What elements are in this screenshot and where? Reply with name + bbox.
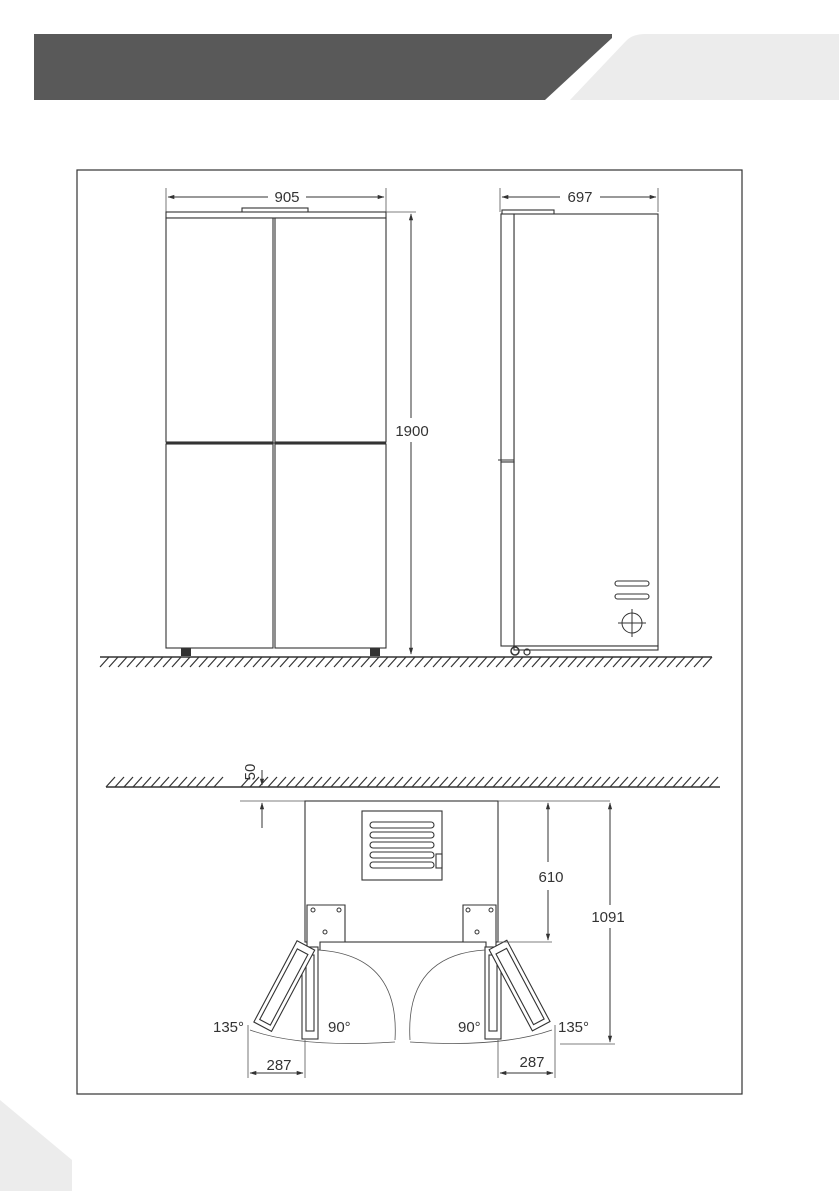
hatch-mark xyxy=(541,657,550,667)
hatch-mark xyxy=(691,777,700,787)
vent-grille-icon xyxy=(362,811,442,880)
hatch-mark xyxy=(154,657,163,667)
hatch-mark xyxy=(640,657,649,667)
hatch-mark xyxy=(502,777,511,787)
hatch-mark xyxy=(583,777,592,787)
hatch-mark xyxy=(253,657,262,667)
angle-left-outer-label: 135° xyxy=(213,1019,245,1036)
hatch-mark xyxy=(136,657,145,667)
hatch-mark xyxy=(394,777,403,787)
hatch-mark xyxy=(433,657,442,667)
hatch-mark xyxy=(109,657,118,667)
door-clearance-right-label: 287 xyxy=(519,1054,545,1071)
hatch-mark xyxy=(325,657,334,667)
hatch-mark xyxy=(262,657,271,667)
hatch-mark xyxy=(694,657,703,667)
hatch-mark xyxy=(703,657,712,667)
body-depth-label: 610 xyxy=(538,869,564,886)
vent-slot xyxy=(615,594,649,599)
hatch-mark xyxy=(496,657,505,667)
hatch-mark xyxy=(523,657,532,667)
hatch-mark xyxy=(316,657,325,667)
hatch-mark xyxy=(676,657,685,667)
hatch-mark xyxy=(187,777,196,787)
hatch-mark xyxy=(268,777,277,787)
hatch-mark xyxy=(586,657,595,667)
hatch-mark xyxy=(169,777,178,787)
hatch-mark xyxy=(649,657,658,667)
hatch-mark xyxy=(424,657,433,667)
hatch-mark xyxy=(403,777,412,787)
hatch-mark xyxy=(133,777,142,787)
hatch-mark xyxy=(646,777,655,787)
hatch-mark xyxy=(106,777,115,787)
total-depth-label: 1091 xyxy=(591,909,625,926)
hatch-mark xyxy=(529,777,538,787)
hatch-mark xyxy=(196,777,205,787)
hatch-mark xyxy=(343,657,352,667)
front-view xyxy=(166,188,429,656)
hatch-mark xyxy=(100,657,109,667)
hatch-mark xyxy=(613,657,622,667)
hatch-mark xyxy=(493,777,502,787)
hatch-mark xyxy=(340,777,349,787)
hatch-mark xyxy=(514,657,523,667)
hatch-mark xyxy=(124,777,133,787)
angle-left-inner-label: 90° xyxy=(328,1019,351,1036)
vent-slot xyxy=(615,581,649,586)
floor-hatch-icon xyxy=(100,657,712,667)
hatch-mark xyxy=(577,657,586,667)
hatch-mark xyxy=(631,657,640,667)
hatch-mark xyxy=(352,657,361,667)
hatch-mark xyxy=(349,777,358,787)
hatch-mark xyxy=(601,777,610,787)
hatch-mark xyxy=(181,657,190,667)
hatch-mark xyxy=(460,657,469,667)
hatch-mark xyxy=(658,657,667,667)
hatch-mark xyxy=(259,777,268,787)
hatch-mark xyxy=(439,777,448,787)
hatch-mark xyxy=(655,777,664,787)
hatch-mark xyxy=(280,657,289,667)
hatch-mark xyxy=(172,657,181,667)
hatch-mark xyxy=(217,657,226,667)
hatch-mark xyxy=(412,777,421,787)
hatch-mark xyxy=(214,777,223,787)
hatch-mark xyxy=(457,777,466,787)
hatch-mark xyxy=(604,657,613,667)
hatch-mark xyxy=(538,777,547,787)
hatch-mark xyxy=(673,777,682,787)
hatch-mark xyxy=(406,657,415,667)
hatch-mark xyxy=(568,657,577,667)
hatch-mark xyxy=(466,777,475,787)
hatch-mark xyxy=(628,777,637,787)
hatch-mark xyxy=(595,657,604,667)
top-view xyxy=(106,764,720,1078)
hatch-mark xyxy=(511,777,520,787)
hatch-mark xyxy=(322,777,331,787)
hatch-mark xyxy=(331,777,340,787)
angle-right-outer-label: 135° xyxy=(558,1019,590,1036)
hatch-mark xyxy=(475,777,484,787)
hatch-mark xyxy=(376,777,385,787)
hatch-mark xyxy=(709,777,718,787)
hatch-mark xyxy=(142,777,151,787)
hatch-mark xyxy=(574,777,583,787)
hatch-mark xyxy=(289,657,298,667)
hatch-mark xyxy=(532,657,541,667)
hatch-mark xyxy=(550,657,559,667)
hatch-mark xyxy=(244,657,253,667)
hatch-mark xyxy=(286,777,295,787)
hatch-mark xyxy=(307,657,316,667)
wall-clearance-label: 50 xyxy=(242,763,259,781)
hatch-mark xyxy=(208,657,217,667)
hatch-mark xyxy=(451,657,460,667)
hatch-mark xyxy=(682,777,691,787)
hatch-mark xyxy=(484,777,493,787)
hatch-mark xyxy=(304,777,313,787)
hatch-mark xyxy=(226,657,235,667)
hatch-mark xyxy=(592,777,601,787)
hatch-mark xyxy=(163,657,172,667)
hatch-mark xyxy=(442,657,451,667)
hatch-mark xyxy=(619,777,628,787)
hatch-mark xyxy=(388,657,397,667)
hatch-mark xyxy=(115,777,124,787)
hatch-mark xyxy=(295,777,304,787)
hatch-mark xyxy=(448,777,457,787)
hatch-mark xyxy=(505,657,514,667)
angle-right-inner-label: 90° xyxy=(458,1019,481,1036)
side-depth-label: 697 xyxy=(567,189,593,206)
height-label: 1900 xyxy=(395,423,429,440)
hatch-mark xyxy=(190,657,199,667)
hatch-mark xyxy=(358,777,367,787)
hatch-mark xyxy=(127,657,136,667)
hatch-mark xyxy=(664,777,673,787)
hatch-mark xyxy=(622,657,631,667)
hatch-mark xyxy=(421,777,430,787)
hatch-mark xyxy=(334,657,343,667)
hatch-mark xyxy=(385,777,394,787)
hatch-mark xyxy=(556,777,565,787)
hatch-mark xyxy=(367,777,376,787)
hatch-mark xyxy=(487,657,496,667)
hatch-mark xyxy=(151,777,160,787)
hatch-mark xyxy=(145,657,154,667)
hatch-mark xyxy=(361,657,370,667)
side-view xyxy=(498,188,658,655)
door-clearance-left-label: 287 xyxy=(266,1057,292,1074)
hatch-mark xyxy=(178,777,187,787)
hatch-mark xyxy=(610,777,619,787)
hatch-mark xyxy=(379,657,388,667)
front-width-label: 905 xyxy=(274,189,300,206)
hatch-mark xyxy=(700,777,709,787)
hatch-mark xyxy=(271,657,280,667)
hatch-mark xyxy=(298,657,307,667)
hatch-mark xyxy=(685,657,694,667)
hatch-mark xyxy=(205,777,214,787)
hatch-mark xyxy=(397,657,406,667)
hatch-mark xyxy=(667,657,676,667)
hatch-mark xyxy=(235,657,244,667)
hatch-mark xyxy=(160,777,169,787)
hatch-mark xyxy=(547,777,556,787)
hatch-mark xyxy=(559,657,568,667)
hatch-mark xyxy=(277,777,286,787)
corner-tab xyxy=(0,1100,72,1191)
hatch-mark xyxy=(370,657,379,667)
hatch-mark xyxy=(469,657,478,667)
hatch-mark xyxy=(415,657,424,667)
hatch-mark xyxy=(637,777,646,787)
hatch-mark xyxy=(430,777,439,787)
hatch-mark xyxy=(478,657,487,667)
hatch-mark xyxy=(199,657,208,667)
header-band xyxy=(34,34,839,100)
hatch-mark xyxy=(565,777,574,787)
hatch-mark xyxy=(520,777,529,787)
hatch-mark xyxy=(118,657,127,667)
hatch-mark xyxy=(313,777,322,787)
